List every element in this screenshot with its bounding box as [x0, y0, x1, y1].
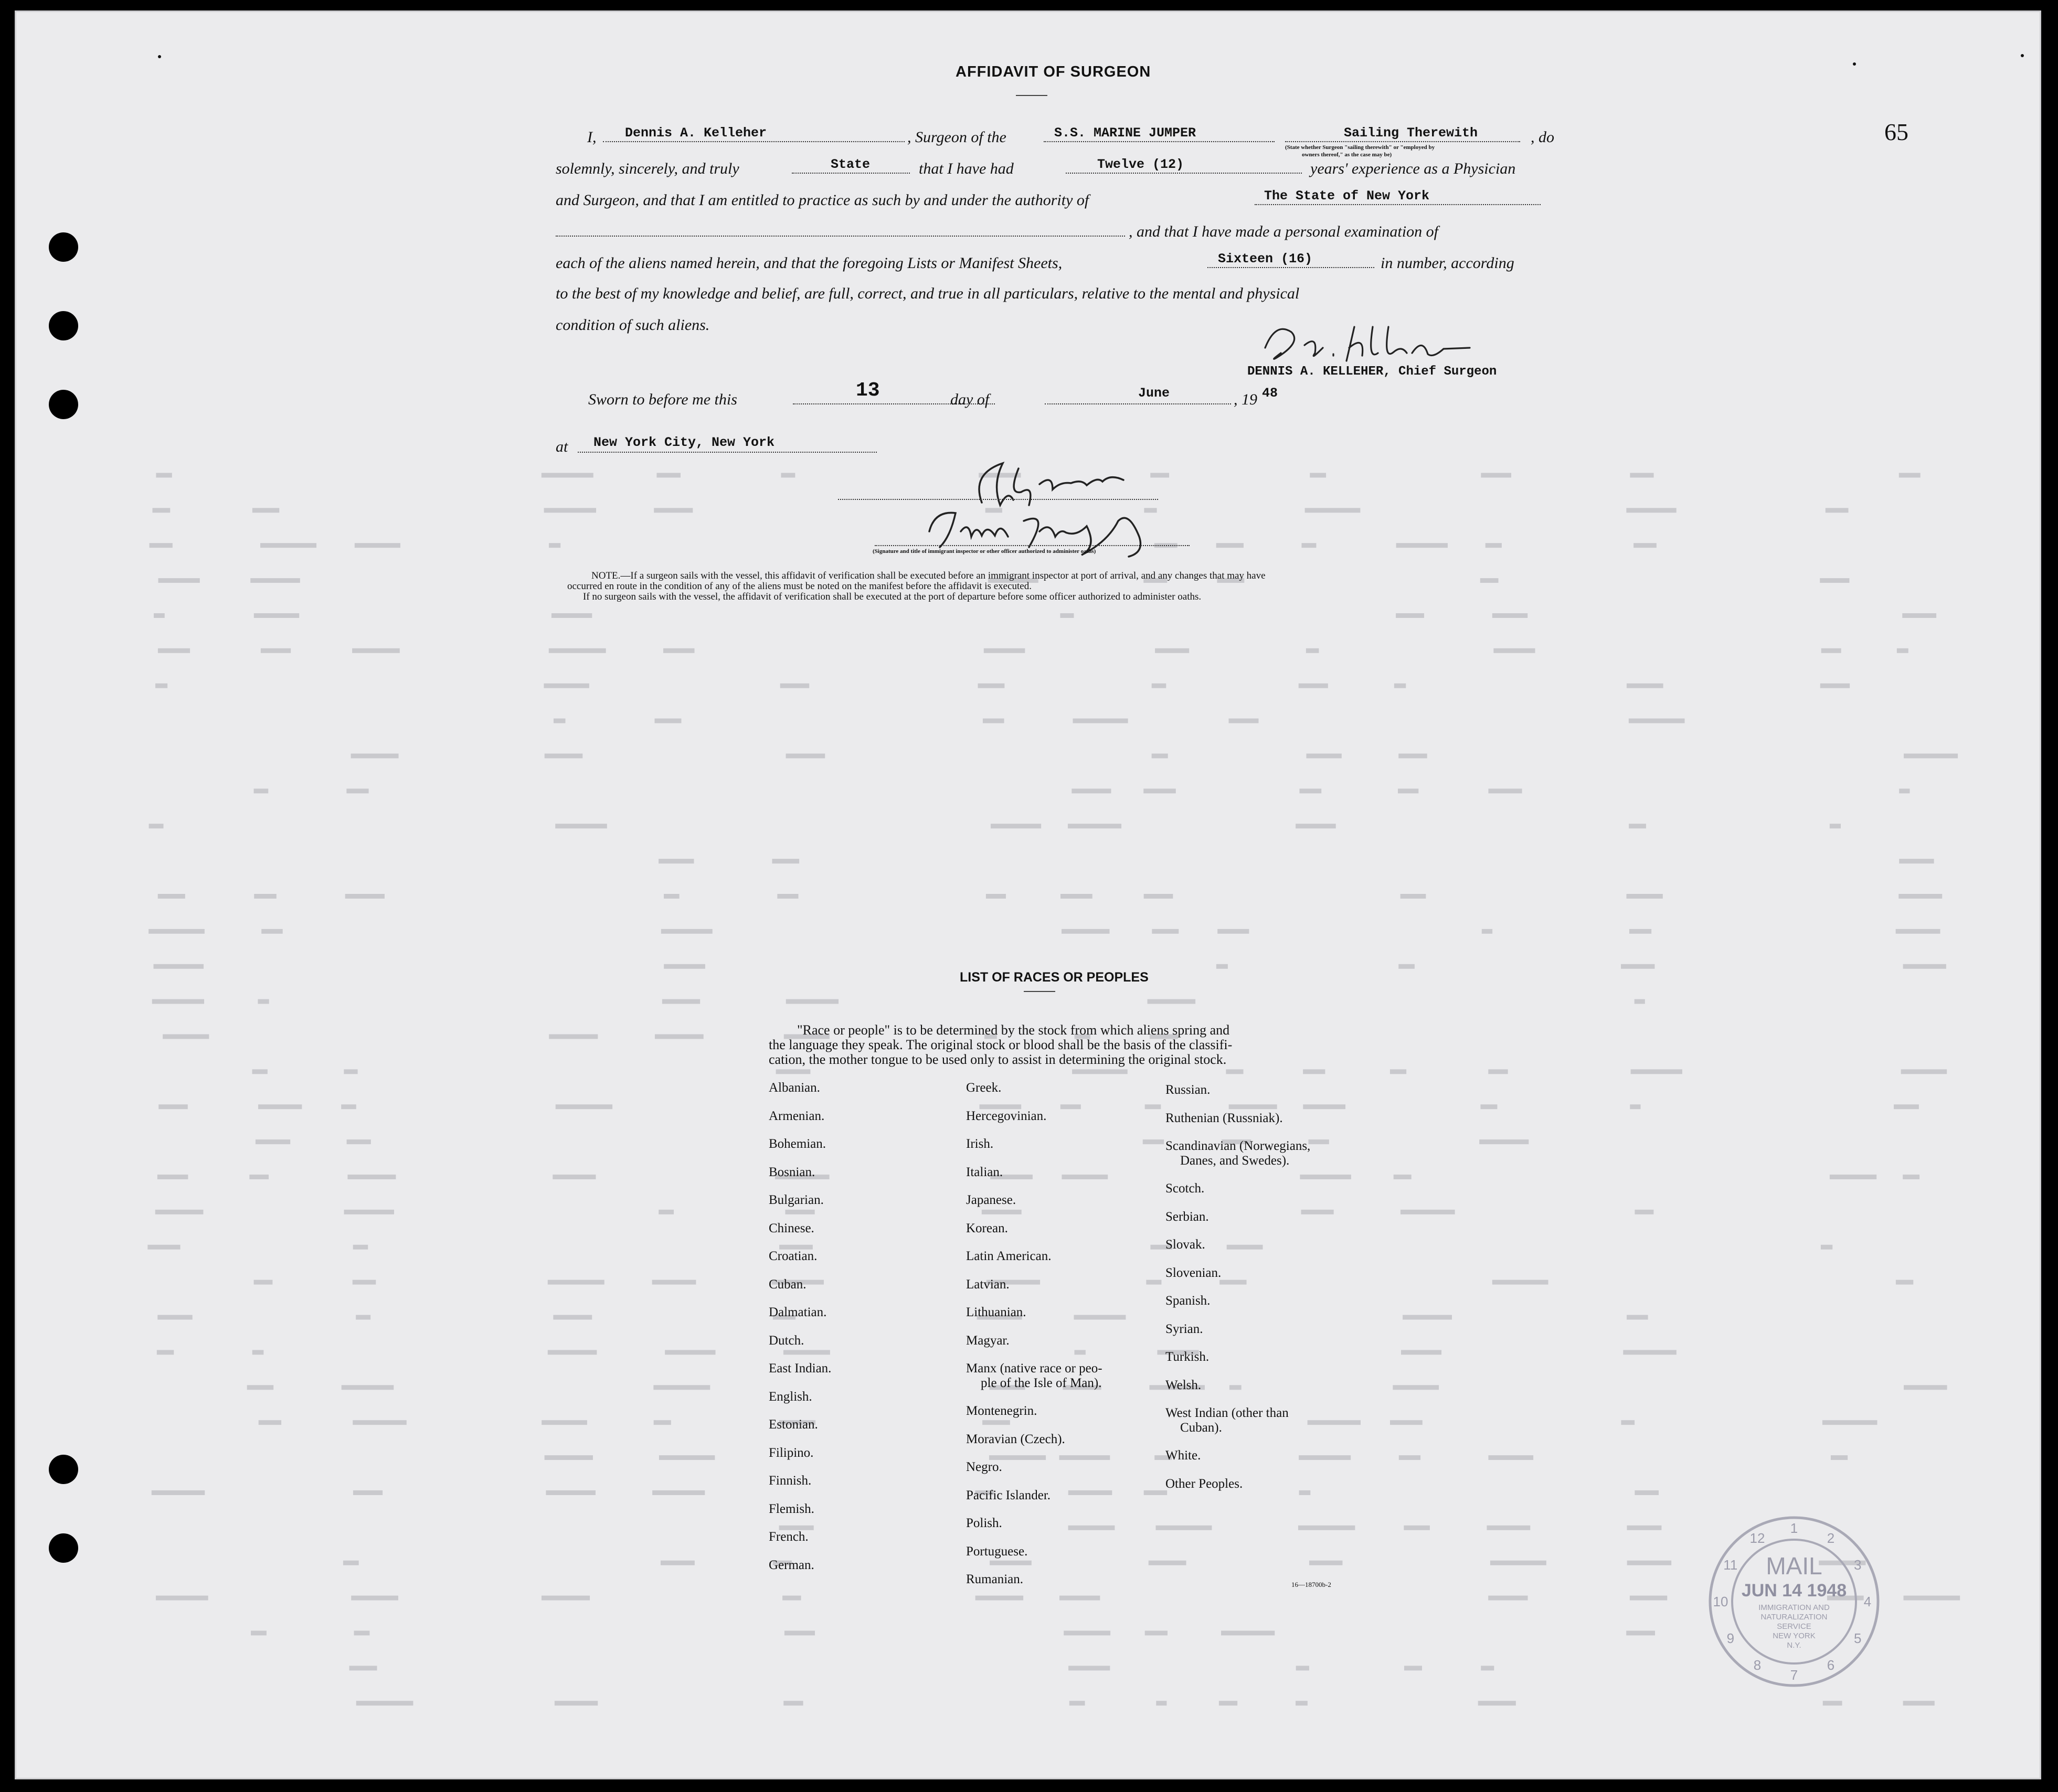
race-item: Scotch.	[1165, 1181, 1205, 1196]
stamp-ring-digit: 3	[1853, 1557, 1862, 1573]
race-item: Rumanian.	[966, 1572, 1024, 1586]
stamp-ring-digit: 6	[1827, 1657, 1835, 1673]
race-item: Moravian (Czech).	[966, 1432, 1065, 1446]
manifest-sheet	[15, 10, 2041, 1779]
text-at: at	[556, 438, 568, 455]
race-item: Greek.	[966, 1081, 1002, 1095]
authority: The State of New York	[1264, 188, 1430, 204]
race-intro-2: the language they speak. The original stock or blood shall be the basis of the classifi-	[769, 1037, 1233, 1052]
race-item: Negro.	[966, 1460, 1002, 1474]
race-item: Bosnian.	[769, 1165, 815, 1179]
stamp-ring-digit: 12	[1749, 1530, 1765, 1546]
race-item: Other Peoples.	[1165, 1476, 1243, 1491]
race-item: White.	[1165, 1448, 1201, 1463]
race-item: Flemish.	[769, 1501, 814, 1516]
inspector-caption: (Signature and title of immigrant inspector or other officer authorized to administer oaths)	[873, 548, 1096, 554]
page-number: 65	[1884, 119, 1908, 145]
race-item: Polish.	[966, 1516, 1002, 1530]
text-condition: condition of such aliens.	[556, 316, 710, 334]
sailing-instruction: owners thereof," as the case may be)	[1302, 152, 1392, 158]
text-years-experience: years' experience as a Physician	[1310, 160, 1516, 177]
text-year-prefix: , 19	[1234, 391, 1257, 408]
stamp-ring-digit: 1	[1790, 1520, 1798, 1536]
form-number: 16—18700b-2	[1291, 1581, 1331, 1588]
surgeon-signature-name: DENNIS A. KELLEHER, Chief Surgeon	[1247, 365, 1497, 379]
punch-hole	[49, 1455, 78, 1484]
stamp-agency-3: SERVICE	[1777, 1622, 1811, 1631]
race-item: Hercegovinian.	[966, 1108, 1047, 1123]
truly-state: State	[831, 157, 871, 172]
surgeon-name: Dennis A. Kelleher	[625, 125, 767, 141]
text-i: I,	[587, 129, 597, 146]
stamp-date: JUN 14 1948	[1741, 1581, 1847, 1601]
race-item: Bohemian.	[769, 1137, 826, 1151]
text-best-of-knowledge: to the best of my knowledge and belief, are full, correct, and true in all particulars, relative to the mental and physical	[556, 285, 1300, 302]
sworn-month: June	[1138, 386, 1170, 401]
stamp-ring-digit: 5	[1853, 1630, 1862, 1646]
race-item: East Indian.	[769, 1361, 832, 1375]
stamp-agency-1: IMMIGRATION AND	[1758, 1603, 1830, 1612]
text-personal-examination: , and that I have made a personal examination of	[1129, 223, 1438, 240]
race-item: Magyar.	[966, 1333, 1010, 1348]
sheet-count: Sixteen (16)	[1218, 251, 1313, 266]
stamp-ring-digit: 9	[1726, 1630, 1735, 1646]
text-that-i-have-had: that I have had	[919, 160, 1014, 177]
race-intro-3: cation, the mother tongue to be used only to assist in determining the original stock.	[769, 1052, 1227, 1067]
race-item: Albanian.	[769, 1081, 820, 1095]
race-intro-1: "Race or people" is to be determined by the stock from which aliens spring and	[797, 1022, 1230, 1038]
stamp-ring-digit: 2	[1827, 1530, 1835, 1546]
sworn-day: 13	[856, 379, 880, 402]
stamp-ring-digit: 8	[1753, 1657, 1762, 1673]
race-item: Croatian.	[769, 1249, 818, 1263]
race-item: Dalmatian.	[769, 1305, 827, 1319]
race-item: German.	[769, 1558, 814, 1572]
race-item: Korean.	[966, 1221, 1008, 1235]
race-item: Dutch.	[769, 1333, 804, 1348]
race-item: Estonian.	[769, 1417, 818, 1432]
stamp-ring-digit: 10	[1713, 1594, 1728, 1609]
text-in-number: in number, according	[1381, 254, 1514, 272]
stamp-ring-digit: 7	[1790, 1667, 1798, 1683]
stamp-ring-digit: 4	[1863, 1594, 1872, 1609]
race-item: Scandinavian (Norwegians,	[1165, 1139, 1311, 1153]
race-item: ple of the Isle of Man).	[981, 1375, 1102, 1390]
sailing-status: Sailing Therewith	[1344, 125, 1478, 141]
race-item: Montenegrin.	[966, 1404, 1037, 1418]
race-item: Welsh.	[1165, 1378, 1202, 1392]
race-item: Chinese.	[769, 1221, 814, 1235]
stamp-city: NEW YORK	[1773, 1631, 1816, 1640]
race-item: Latvian.	[966, 1277, 1010, 1292]
race-item: Manx (native race or peo-	[966, 1361, 1102, 1375]
race-item: Italian.	[966, 1165, 1003, 1179]
race-item: Syrian.	[1165, 1321, 1203, 1336]
stamp-ring-digit: 11	[1723, 1557, 1738, 1573]
text-each-of-aliens: each of the aliens named herein, and that the foregoing Lists or Manifest Sheets,	[556, 254, 1063, 272]
race-item: Armenian.	[769, 1108, 825, 1123]
race-item: Russian.	[1165, 1083, 1211, 1097]
race-item: Spanish.	[1165, 1294, 1211, 1308]
note-line-2: occurred en route in the condition of any of the aliens must be noted on the manifest before the affidavit is executed.	[567, 581, 1032, 592]
stamp-state: N.Y.	[1787, 1641, 1801, 1650]
race-item: Slovenian.	[1165, 1265, 1222, 1280]
sworn-year-suffix: 48	[1262, 386, 1278, 401]
punch-hole	[49, 390, 78, 419]
race-item: Ruthenian (Russniak).	[1165, 1111, 1283, 1125]
note-line-3: If no surgeon sails with the vessel, the affidavit of verification shall be executed at the port of departure before some officer authorized to administer oaths.	[583, 591, 1202, 602]
text-do: , do	[1531, 129, 1554, 146]
sworn-location: New York City, New York	[593, 435, 775, 450]
sailing-instruction: (State whether Surgeon "sailing therewith" or "employed by	[1285, 144, 1435, 151]
affidavit-title: AFFIDAVIT OF SURGEON	[956, 63, 1151, 80]
mail-received-stamp	[1705, 1512, 1883, 1691]
race-list-title: LIST OF RACES OR PEOPLES	[960, 970, 1149, 985]
text-solemnly: solemnly, sincerely, and truly	[556, 160, 739, 177]
stamp-agency-2: NATURALIZATION	[1760, 1613, 1828, 1622]
text-day-of: day of	[950, 391, 990, 408]
race-item: Irish.	[966, 1137, 994, 1151]
race-item: English.	[769, 1389, 812, 1404]
text-and-surgeon: and Surgeon, and that I am entitled to practice as such by and under the authority of	[556, 191, 1089, 209]
race-item: Lithuanian.	[966, 1305, 1026, 1319]
race-item: Turkish.	[1165, 1350, 1210, 1364]
vessel-name: S.S. MARINE JUMPER	[1054, 125, 1196, 141]
years-experience: Twelve (12)	[1097, 157, 1184, 172]
race-item: Latin American.	[966, 1249, 1052, 1263]
race-item: Cuban).	[1180, 1420, 1222, 1435]
race-item: Finnish.	[769, 1474, 812, 1488]
race-item: Portuguese.	[966, 1544, 1028, 1559]
text-surgeon-of: , Surgeon of the	[907, 129, 1006, 146]
race-item: Filipino.	[769, 1445, 814, 1460]
race-item: Bulgarian.	[769, 1193, 824, 1207]
race-item: Danes, and Swedes).	[1180, 1153, 1290, 1168]
race-item: West Indian (other than	[1165, 1406, 1289, 1420]
race-item: French.	[769, 1530, 809, 1544]
race-item: Slovak.	[1165, 1238, 1205, 1252]
text-sworn: Sworn to before me this	[588, 391, 737, 408]
race-item: Japanese.	[966, 1193, 1016, 1207]
note-line-1: NOTE.—If a surgeon sails with the vessel, this affidavit of verification shall be executed before an immigrant inspector at port of arrival, and any changes that may have	[591, 570, 1266, 581]
race-item: Pacific Islander.	[966, 1488, 1051, 1502]
punch-hole	[49, 232, 78, 262]
punch-hole	[49, 311, 78, 340]
race-item: Serbian.	[1165, 1209, 1209, 1224]
punch-hole	[49, 1533, 78, 1563]
stamp-word: MAIL	[1766, 1552, 1822, 1580]
race-item: Cuban.	[769, 1277, 807, 1292]
